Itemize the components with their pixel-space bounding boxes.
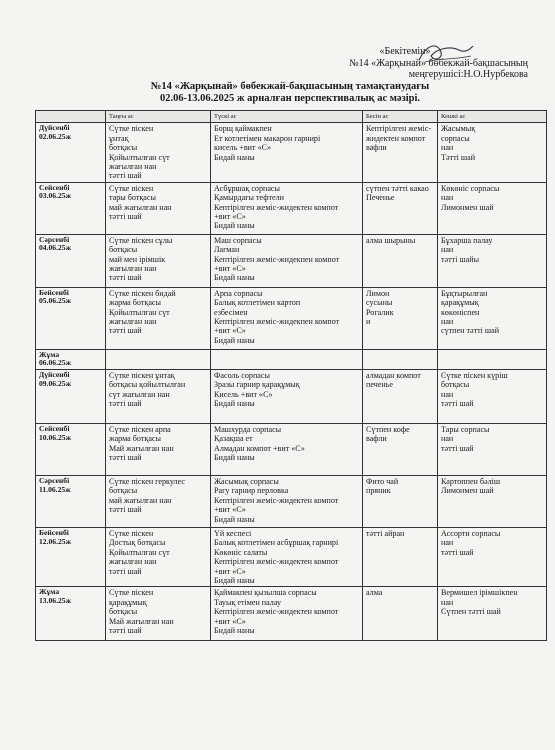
table-row [36,370,547,424]
cell-snack [363,370,438,424]
cell-breakfast [106,528,211,587]
cell-snack-text: Фито чай пряник [366,477,399,496]
cell-snack [363,349,438,369]
cell-day-text: Сәрсенбі 11.06.25ж [39,476,71,494]
table-row [36,182,547,234]
cell-snack [363,587,438,641]
cell-snack-text: Лимон сусыны Рогалик и [366,288,394,327]
cell-lunch [211,182,363,234]
cell-day [36,123,106,182]
cell-dinner [438,123,547,182]
cell-lunch-text: Асбұршақ сорпасы Қамырдағы тефтели Кептірілген жеміс-жидектен компот +вит «С» Бидай наны [214,183,339,231]
approval-heading: «Бекітемін» [379,46,431,57]
cell-breakfast-text: Сүтке піскен тары ботқасы май жағылған нан тәтті шай [109,183,172,222]
title-line-1: №14 «Жарқынай» бөбекжай-бақшасының тамақтанудағы [150,81,430,92]
cell-lunch-text: Борщ қаймакпен Ет котлетімен макарон гарнирі кисель +вит «С» Бидай наны [214,124,321,162]
approval-head: меңгерушісі:Н.О.Нурбекова [408,69,528,80]
cell-dinner [438,424,547,476]
cell-day [36,182,106,234]
cell-dinner [438,349,547,369]
cell-breakfast-text: Сүтке піскен Достық ботқасы Қойылтылған сүт жағылған нан тәтті шай [109,529,170,576]
cell-lunch [211,476,363,528]
cell-dinner-text: Жасымық сорпасы нан Тәтті шай [441,124,476,162]
cell-breakfast [106,349,211,369]
cell-snack-text: Кептірілген жеміс- жидектен компот вафли [366,124,432,153]
cell-breakfast [106,476,211,528]
table-row [36,287,547,349]
cell-breakfast [106,234,211,287]
cell-breakfast-text: Сүтке піскен геркулес ботқасы май жағылған нан тәтті шай [109,477,185,515]
cell-dinner [438,528,547,587]
cell-snack-text: алма [366,588,383,598]
cell-dinner-text: Вермишел ірімшікпен нан Сүтпен тәтті шай [441,588,518,617]
cell-lunch-text: Машхурда сорпасы Қазақша ет Алмадан компот +вит «С» Бидай наны [214,425,305,463]
table-row [36,123,547,182]
cell-dinner [438,234,547,287]
table-row [36,349,547,369]
menu-table [35,110,547,641]
cell-breakfast-text: Сүтке піскен бидай жарма ботқасы Қойылтылған сүт жағылған нан тәтті шай [109,288,176,336]
cell-snack-text: Сүтпен кофе вафли [366,425,410,444]
approval-institution: №14 «Жарқынай» бөбекжай-бақшасының [349,57,528,69]
cell-lunch-text: Маш сорпасы Лагман Кептірілген жеміс-жидекпен компот +вит «С» Бидай наны [214,235,340,283]
cell-breakfast [106,287,211,349]
cell-day [36,424,106,476]
cell-lunch-text: Фасоль сорпасы Зразы гарнир қарақұмық Кисель +вит «С» Бидай наны [214,371,300,409]
cell-dinner-text: Ассорти сорпасы нан тәтті шай [441,529,501,557]
cell-lunch [211,349,363,369]
cell-dinner-text: Бұқтырылған қарақұмық көкөніспен нан сүтпен тәтті шай [441,288,500,336]
header-breakfast: Таңғы ас [106,111,211,123]
header-dinner: Кешкі ас [438,111,547,123]
cell-lunch-text: Қаймакпен қызылша сорпасы Тауық етімен палау Кептірілген жеміс-жидектен компот +вит «С» Бидай наны [214,588,339,636]
cell-lunch [211,287,363,349]
cell-day-text: Дүйсенбі 02.06.25ж [39,123,72,141]
cell-snack-text: алма шырыны [366,235,416,245]
document-title [100,81,480,104]
header-snack: Бесін ас [363,111,438,123]
cell-day-text: Сейсенбі 10.06.25ж [39,424,72,442]
cell-day-text: Сәрсенбі 04.06.25ж [39,234,72,253]
cell-breakfast-text: Сүтке піскен сұлы ботқасы май мен ірімшік жағылған нан тәтті шай [109,235,173,283]
cell-breakfast [106,587,211,641]
cell-lunch-text: Үй кеспесі Балық котлетімен асбұршақ гарнирі Көкөніс салаты Кептірілген жеміс-жидектен компот +вит «С» Бидай наны [214,529,339,586]
cell-dinner [438,476,547,528]
table-row [36,528,547,587]
cell-dinner-text: Бұхарша палау нан тәтті шайы [441,235,493,264]
cell-snack [363,424,438,476]
cell-breakfast [106,123,211,182]
cell-snack-text: сүтпен тәтті какао Печенье [366,183,429,203]
cell-breakfast [106,424,211,476]
header-day [36,111,106,123]
cell-day [36,370,106,424]
cell-dinner [438,287,547,349]
table-row [36,234,547,287]
cell-day-text: Дүйсенбі 09.06.25ж [39,370,72,388]
cell-lunch [211,370,363,424]
cell-breakfast-text: Сүтке піскен арпа жарма ботқасы Май жағылған нан тәтті шай [109,425,174,463]
menu-table-body [36,123,547,641]
cell-snack [363,182,438,234]
table-row [36,587,547,641]
cell-dinner [438,587,547,641]
cell-dinner-text: Көкөніс сорпасы нан Лимонмен шай [441,183,500,212]
cell-dinner [438,370,547,424]
cell-lunch-text: Жасымық сорпасы Рагу гарнир перловка Кептірілген жеміс-жидектен компот +вит «С» Бидай наны [214,477,339,524]
cell-snack [363,234,438,287]
cell-day-text: Жұма 13.06.25ж [39,587,72,606]
cell-lunch-text: Арпа сорпасы Балық котлетімен картоп езбесімен Кептірілген жеміс-жидекпен компот +вит «С» Бидай наны [214,288,340,345]
title-line-2: 02.06-13.06.2025 ж арналған перспективалық ас мәзірі. [159,92,421,104]
cell-day [36,287,106,349]
approval-block [240,46,540,81]
cell-day-text: Бейсенбі 05.06.25ж [39,287,72,306]
cell-snack-text: алмадан компот печенье [366,371,421,390]
cell-lunch [211,587,363,641]
cell-breakfast [106,182,211,234]
signature-icon [415,38,475,68]
cell-day-text: Бейсенбі 12.06.25ж [39,528,72,546]
cell-breakfast-text: Сүтке піскен қарақұмық ботқасы Май жағылған нан тәтті шай [109,588,174,636]
cell-snack-text: тәтті айран [366,529,405,539]
cell-day-text: Сейсенбі 03.06.25ж [39,182,72,201]
cell-day [36,349,106,369]
cell-day-text: Жұма 06.06.25ж [39,349,72,368]
table-row [36,424,547,476]
cell-dinner-text: Тары сорпасы нан тәтті шай [441,425,490,453]
cell-breakfast [106,370,211,424]
cell-dinner-text: Сүтке піскен күріш ботқасы нан тәтті шай [441,371,508,409]
cell-lunch [211,424,363,476]
cell-dinner [438,182,547,234]
cell-snack [363,123,438,182]
cell-day [36,587,106,641]
cell-lunch [211,234,363,287]
cell-lunch [211,123,363,182]
cell-snack [363,287,438,349]
cell-breakfast-text: Сүтке піскен ұнтақ ботқасы қойылтылған сүт жағылған нан тәтті шай [109,371,186,409]
cell-snack [363,528,438,587]
table-row [36,476,547,528]
cell-day [36,476,106,528]
cell-breakfast-text: Сүтке піскен ұнтақ ботқасы Қойылтылған сүт жағылған нан тәтті шай [109,124,170,181]
cell-dinner-text: Картоппен бәліш Лимонмен шай [441,477,501,496]
header-lunch: Түскі ас [211,111,363,123]
cell-day [36,528,106,587]
cell-snack [363,476,438,528]
header-row [36,111,547,123]
cell-day [36,234,106,287]
cell-lunch [211,528,363,587]
